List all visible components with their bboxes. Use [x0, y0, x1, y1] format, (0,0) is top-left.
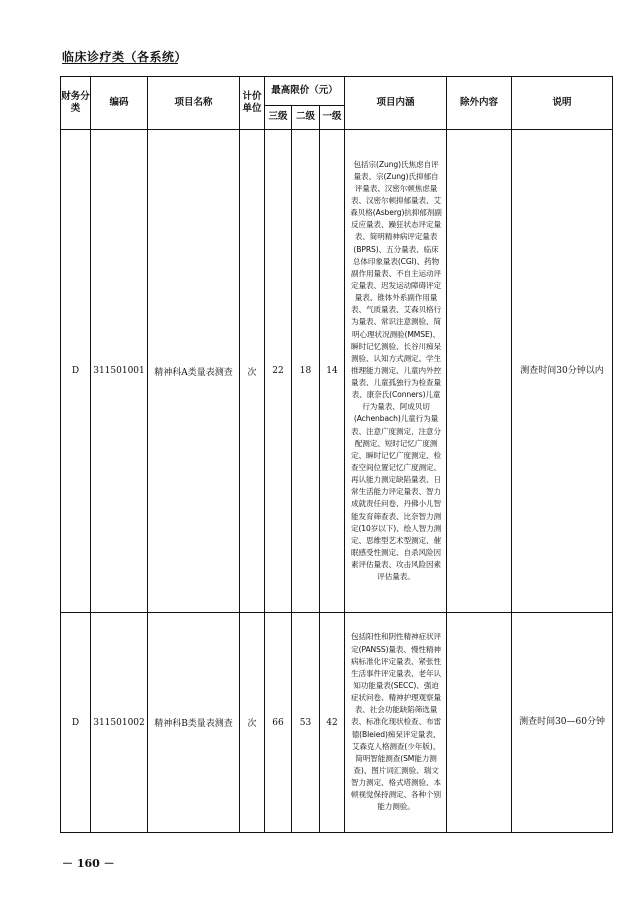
cell-code: 311501002 — [91, 613, 148, 833]
page-number: － 160 － — [62, 857, 115, 870]
header-level2: 二级 — [292, 106, 320, 130]
cell-item-name: 精神科A类量表测查 — [148, 130, 240, 613]
cell-content: 包括阳性和阴性精神症状评定(PANSS)量表、慢性精神病标准化评定量表、紧张性生活事件评定量表、老年认知功能量表(SECC)、强迫症状问卷、精神护理观察量表、社会功能缺陷筛选量表、标准化现状检查、布雷德(Bleied)痴呆评定量表、艾森克人格测查(少年版)、简明智能测查(SM能力测查)、图片词汇测验、瑞文智力测定、格式塔测验、本顿视觉保持测定、各种个别能力测验。 — [345, 613, 447, 833]
cell-level3-price: 66 — [265, 613, 292, 833]
section-title-underline — [62, 63, 178, 64]
cell-level2-price: 53 — [292, 613, 320, 833]
cell-level1-price: 14 — [320, 130, 345, 613]
section-title: 临床诊疗类（各系统） — [62, 50, 188, 64]
table-row — [61, 613, 613, 833]
header-code: 编码 — [91, 77, 148, 130]
cell-remark: 测查时间30—60分钟 — [512, 613, 613, 833]
cell-category: D — [61, 130, 91, 613]
cell-level1-price: 42 — [320, 613, 345, 833]
header-item-name: 项目名称 — [148, 77, 240, 130]
cell-unit: 次 — [240, 613, 265, 833]
header-unit: 计价单位 — [240, 77, 265, 130]
header-finance-category: 财务分类 — [61, 77, 91, 130]
cell-item-name: 精神科B类量表测查 — [148, 613, 240, 833]
table-row — [61, 130, 613, 613]
cell-category: D — [61, 613, 91, 833]
cell-level2-price: 18 — [292, 130, 320, 613]
header-max-price: 最高限价（元） — [265, 77, 345, 106]
cell-unit: 次 — [240, 130, 265, 613]
header-level3: 三级 — [265, 106, 292, 130]
cell-excluded — [447, 130, 512, 613]
fee-schedule-table — [60, 76, 613, 833]
cell-code: 311501001 — [91, 130, 148, 613]
header-remark: 说明 — [512, 77, 613, 130]
header-excluded: 除外内容 — [447, 77, 512, 130]
table-header-row — [61, 77, 613, 106]
cell-content: 包括宗(Zung)氏焦虑自评量表、宗(Zung)氏抑郁自评量表、汉密尔顿焦虑量表、汉密尔顿抑郁量表、艾森贝格(Asberg)抗抑郁剂副反应量表、躁狂状态评定量表、简明精神病评定量表(BPRS)、五分量表、临床总体印象量表(CGI)、药物副作用量表、不自主运动评定量表、迟发运动障碍评定量表、锥体外系副作用量表、气质量表、艾森贝格行为量表、常识注意测验、简明心理状况测验(MMSE)、瞬时记忆测验、长谷川痴呆测验、认知方式测定、学生推理能力测定、儿童内外控量表、儿童孤独行为检查量表、康奈氏(Conners)儿童行为量表、阿成贝切(Achenbach)儿童行为量表、注意广度测定、注意分配测定、短时记忆广度测定、瞬时记忆广度测定、检查空间位置记忆广度测定、再认能力测定缺陷量表、日常生活能力评定量表、智力成就责任问卷、丹佛小儿智能发育筛查表、比奈智力测定(10岁以下)、绘人智力测定、思维型艺术型测定、催眠感受性测定、自杀风险因素评估量表、攻击风险因素评估量表。 — [345, 130, 447, 613]
header-level1: 一级 — [320, 106, 345, 130]
cell-excluded — [447, 613, 512, 833]
header-content: 项目内涵 — [345, 77, 447, 130]
cell-level3-price: 22 — [265, 130, 292, 613]
cell-remark: 测查时间30分钟以内 — [512, 130, 613, 613]
